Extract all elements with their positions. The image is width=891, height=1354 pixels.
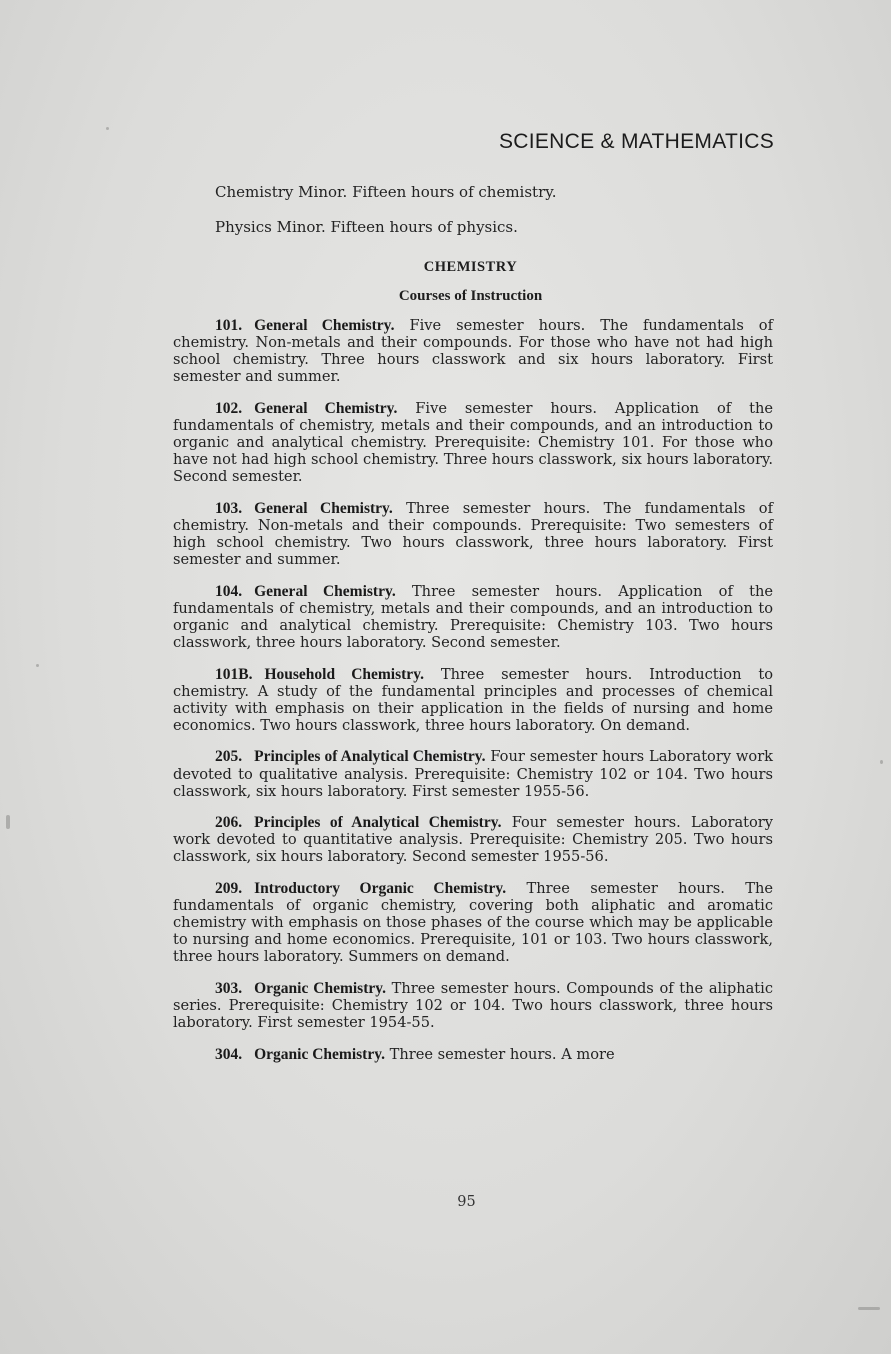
course-description: Three semester hours. Compounds of the aliphatic series. Prerequisite: Chemistry 102 or 104. Two hours classwork, three hours laboratory. First semester 1954-55.: [173, 980, 774, 1032]
course-number: 101.: [215, 317, 243, 334]
course-name: General Chemistry.: [254, 399, 398, 417]
course-description: Three semester hours. The fundamentals of chemistry. Non-metals and their compounds. Prerequisite: Two semesters of high school chemistry. Two hours classwork, three hours laboratory. First semester and summer.: [173, 499, 773, 569]
minor-requirements: [215, 182, 735, 252]
course-list: [173, 317, 773, 1077]
course-number: 104.: [215, 582, 243, 600]
course-entry: [173, 748, 773, 799]
course-name: General Chemistry.: [254, 317, 395, 334]
course-description: Four semester hours. Laboratory work devoted to quantitative analysis. Prerequisite: Chemistry 205. Two hours classwork, six hours laboratory. Second semester 1955-56.: [173, 814, 774, 866]
course-number: 303.: [215, 980, 243, 997]
course-name: Household Chemistry.: [264, 665, 424, 683]
course-entry: [173, 400, 773, 485]
course-name: Principles of Analytical Chemistry.: [254, 814, 502, 832]
course-number: 209.: [215, 880, 243, 898]
course-description: Three semester hours. Application of the fundamentals of chemistry, metals and their compounds, and an introduction to organic and analytical chemistry. Prerequisite: Chemistry 103. Two hours classwork, three hours laboratory. Second semester.: [173, 582, 773, 651]
course-number: 101B.: [215, 665, 253, 683]
physics-minor-line: Physics Minor. Fifteen hours of physics.: [215, 218, 518, 236]
course-entry: [173, 317, 773, 385]
course-entry: [173, 980, 773, 1031]
course-number: 206.: [215, 814, 243, 832]
course-name: Principles of Analytical Chemistry.: [254, 748, 486, 766]
course-description: Five semester hours. The fundamentals of chemistry. Non-metals and their compounds. For those who have not had high school chemistry. Three hours classwork and six hours laboratory. First semester and summer.: [173, 317, 773, 386]
section-title: CHEMISTRY: [423, 259, 518, 275]
course-number: 103.: [215, 499, 243, 517]
course-number: 304.: [215, 1045, 243, 1063]
course-description: Five semester hours. Application of the fundamentals of chemistry, metals and their compounds, and an introduction to organic and analytical chemistry. Prerequisite: Chemistry 101. For those who have not had high school chemistry. Three hours classwork, six hours laboratory. Second semester.: [173, 399, 773, 486]
page-header: SCIENCE & MATHEMATICS: [498, 130, 774, 153]
paper-speck: [106, 127, 109, 130]
course-number: 102.: [215, 399, 243, 417]
course-description: Three semester hours. A more: [389, 1045, 615, 1063]
course-entry: [173, 500, 773, 568]
course-name: General Chemistry.: [254, 582, 396, 600]
course-entry: [173, 583, 773, 651]
section-subtitle: Courses of Instruction: [398, 288, 543, 304]
paper-speck: [858, 1307, 880, 1310]
course-name: Introductory Organic Chemistry.: [254, 880, 507, 898]
course-number: 205.: [215, 748, 243, 766]
chemistry-minor-line: Chemistry Minor. Fifteen hours of chemistry.: [215, 183, 557, 201]
course-entry: [173, 880, 773, 965]
page-number: 95: [457, 1194, 476, 1210]
course-description: Four semester hours Laboratory work devoted to qualitative analysis. Prerequisite: Chemistry 102 or 104. Two hours classwork, six hours laboratory. First semester 1955-56.: [173, 748, 774, 800]
course-description: Three semester hours. Introduction to chemistry. A study of the fundamental principles and processes of chemical activity with emphasis on their application in the fields of nursing and home economics. Two hours classwork, three hours laboratory. On demand.: [173, 665, 774, 734]
course-description: Three semester hours. The fundamentals of organic chemistry, covering both aliphatic and aromatic chemistry with emphasis on those phases of the course which may be applicable to nursing and home economics. Prerequisite, 101 or 103. Two hours classwork, three hours laboratory. Summers on demand.: [173, 880, 774, 966]
paper-speck: [880, 760, 883, 764]
course-name: General Chemistry.: [254, 499, 393, 517]
course-entry: [173, 1046, 773, 1063]
course-entry: [173, 666, 773, 734]
paper-speck: [36, 664, 39, 667]
course-entry: [173, 814, 773, 865]
course-name: Organic Chemistry.: [254, 1045, 385, 1063]
course-name: Organic Chemistry.: [254, 980, 387, 997]
paper-speck: [6, 815, 10, 829]
